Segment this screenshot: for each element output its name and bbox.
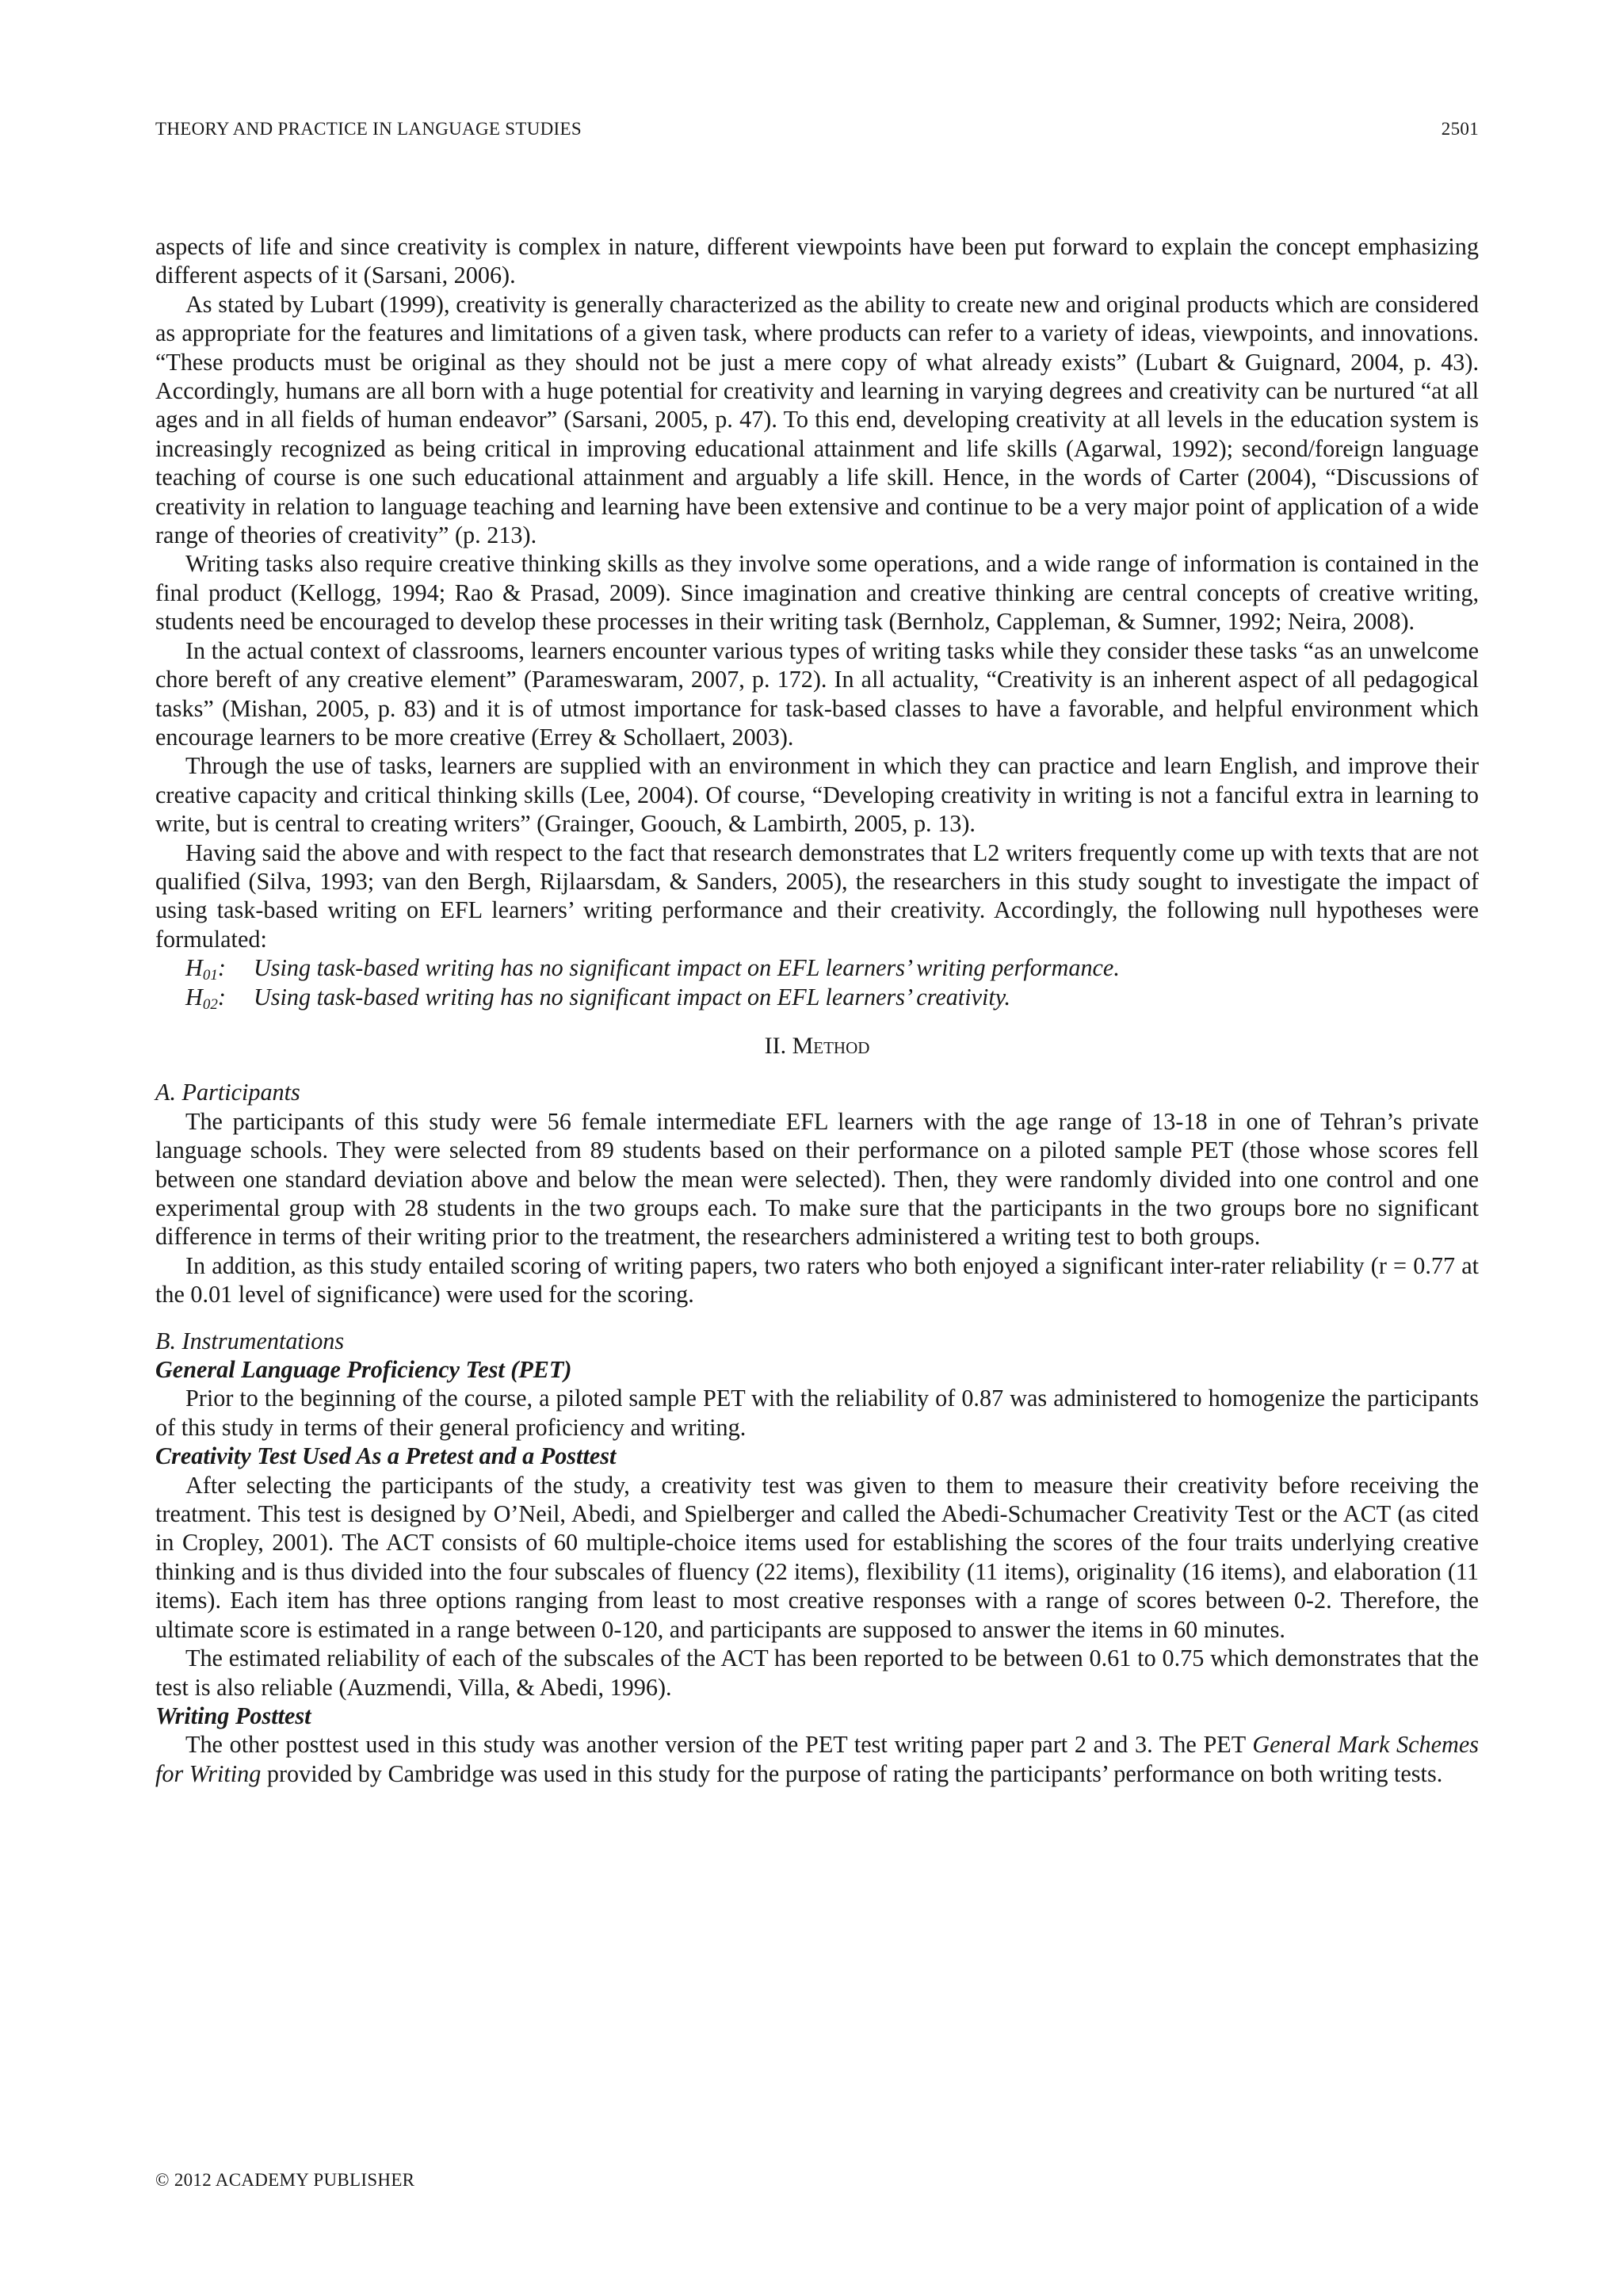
article-body xyxy=(155,232,1479,1788)
paragraph-pet: Prior to the beginning of the course, a piloted sample PET with the reliability of 0.87 was administered to homogenize the participants of this study in terms of their general proficiency and writing. xyxy=(155,1385,1479,1441)
paragraph-classroom-context: In the actual context of classrooms, learners encounter various types of writing tasks while they consider these tasks “as an unwelcome chore bereft of any creative element” (Parameswaram, 2007, p. 172). In all actuality, “Creativity is an inherent aspect of all pedagogical tasks” (Mishan, 2005, p. 83) and it is of utmost importance for task-based classes to have a favorable, and helpful environment which encourage learners to be more creative (Errey & Schollaert, 2003). xyxy=(155,636,1479,751)
running-head xyxy=(155,119,1479,139)
hypothesis-2-text: Using task-based writing has no significant impact on EFL learners’ creativity. xyxy=(254,983,1011,1010)
paragraph-use-of-tasks: Through the use of tasks, learners are supplied with an environment in which they can practice and learn English, and improve their creative capacity and critical thinking skills (Lee, 2004). Of course, “Developing creativity in writing is not a fanciful extra in learning to write, but is central to creating writers” (Grainger, Goouch, & Lambirth, 2005, p. 13). xyxy=(155,752,1479,838)
hypothesis-2 xyxy=(185,983,1479,1011)
heading-writing-posttest: Writing Posttest xyxy=(155,1702,311,1729)
heading-creativity-test: Creativity Test Used As a Pretest and a Posttest xyxy=(155,1442,617,1470)
heading-pet: General Language Proficiency Test (PET) xyxy=(155,1356,572,1384)
paragraph-writing-tasks: Writing tasks also require creative thinking skills as they involve some operations, and a wide range of information is contained in the final product (Kellogg, 1994; Rao & Prasad, 2009). Since imagination and creative thinking are central concepts of creative writing, students need be encouraged to develop these processes in their writing task (Bernholz, Cappleman, & Sumner, 1992; Neira, 2008). xyxy=(155,550,1479,636)
paragraph-act-reliability: The estimated reliability of each of the subscales of the ACT has been reported to be between 0.61 to 0.75 which demonstrates that the test is also reliable (Auzmendi, Villa, & Abedi, 1996). xyxy=(155,1645,1479,1701)
hypothesis-2-label: $H_{02}$: xyxy=(185,983,226,1013)
paragraph-lubart: As stated by Lubart (1999), creativity is generally characterized as the ability to create new and original products which are considered as appropriate for the features and limitations of a given task, where products can refer to a variety of ideas, viewpoints, and innovations. “These products must be original as they should not be just a mere copy of what already exists” (Lubart & Guignard, 2004, p. 43). Accordingly, humans are all born with a huge potential for creativity and learning in varying degrees and creativity can be nurtured “at all ages and in all fields of human endeavor” (Sarsani, 2005, p. 47). To this end, developing creativity at all levels in the education system is increasingly recognized as being critical in improving educational attainment and life skills (Agarwal, 1992); second/foreign language teaching of course is one such educational attainment and arguably a life skill. Hence, in the words of Carter (2004), “Discussions of creativity in relation to language teaching and learning have been extensive and continue to be a very major point of application of a wide range of theories of creativity” (p. 213). xyxy=(155,290,1479,549)
mark-schemes-title: General Mark Schemes for Writing xyxy=(155,1731,1479,1787)
paragraph-raters: In addition, as this study entailed scoring of writing papers, two raters who both enjoyed a significant inter-rater reliability (r = 0.77 at the 0.01 level of significance) were used for the scoring. xyxy=(155,1251,1479,1308)
section-number: II. xyxy=(764,1032,787,1059)
paragraph-continued: aspects of life and since creativity is complex in nature, different viewpoints have been put forward to explain the concept emphasizing different aspects of it (Sarsani, 2006). xyxy=(155,233,1479,289)
hypothesis-1-text: Using task-based writing has no significant impact on EFL learners’ writing performance. xyxy=(254,954,1120,982)
copyright-footer: © 2012 ACADEMY PUBLISHER xyxy=(155,2170,415,2190)
section-title: Method xyxy=(792,1032,870,1059)
page xyxy=(155,0,1479,2296)
subsection-heading-participants: A. Participants xyxy=(155,1079,300,1106)
paragraph-creativity-test: After selecting the participants of the study, a creativity test was given to them to measure their creativity before receiving the treatment. This test is designed by O’Neil, Abedi, and Spielberger and called the Abedi-Schumacher Creativity Test or the ACT (as cited in Cropley, 2001). The ACT consists of 60 multiple-choice items used for establishing the scores of the four traits underlying creative thinking and is thus divided into the four subscales of fluency (22 items), flexibility (11 items), originality (16 items), and elaboration (11 items). Each item has three options ranging from least to most creative responses with a range of scores between 0-2. Therefore, the ultimate score is estimated in a range between 0-120, and participants are supposed to answer the items in 60 minutes. xyxy=(155,1471,1479,1643)
page-number: 2501 xyxy=(1441,119,1479,139)
hypothesis-1 xyxy=(185,953,1479,982)
journal-title: THEORY AND PRACTICE IN LANGUAGE STUDIES xyxy=(155,119,582,139)
section-heading-method xyxy=(155,1032,1479,1060)
hypothesis-1-label: $H_{01}$: xyxy=(185,954,226,984)
paragraph-participants: The participants of this study were 56 female intermediate EFL learners with the age range of 13-18 in one of Tehran’s private language schools. They were selected from 89 students based on their performance on a piloted sample PET (those whose scores fell between one standard deviation above and below the mean were selected). Then, they were randomly divided into one control and one experimental group with 28 students in the two groups each. To make sure that the participants in the two groups bore no significant difference in terms of their writing prior to the treatment, the researchers administered a writing test to both groups. xyxy=(155,1107,1479,1251)
paragraph-research-aim: Having said the above and with respect to the fact that research demonstrates that L2 writers frequently come up with texts that are not qualified (Silva, 1993; van den Bergh, Rijlaarsdam, & Sanders, 2005), the researchers in this study sought to investigate the impact of using task-based writing on EFL learners’ writing performance and their creativity. Accordingly, the following null hypotheses were formulated: xyxy=(155,839,1479,953)
paragraph-writing-posttest: The other posttest used in this study was another version of the PET test writing paper part 2 and 3. The PET General Mark Schemes for Writing provided by Cambridge was used in this study for the purpose of rating the participants’ performance on both writing tests. xyxy=(155,1731,1479,1787)
subsection-heading-instrumentations: B. Instrumentations xyxy=(155,1327,345,1354)
